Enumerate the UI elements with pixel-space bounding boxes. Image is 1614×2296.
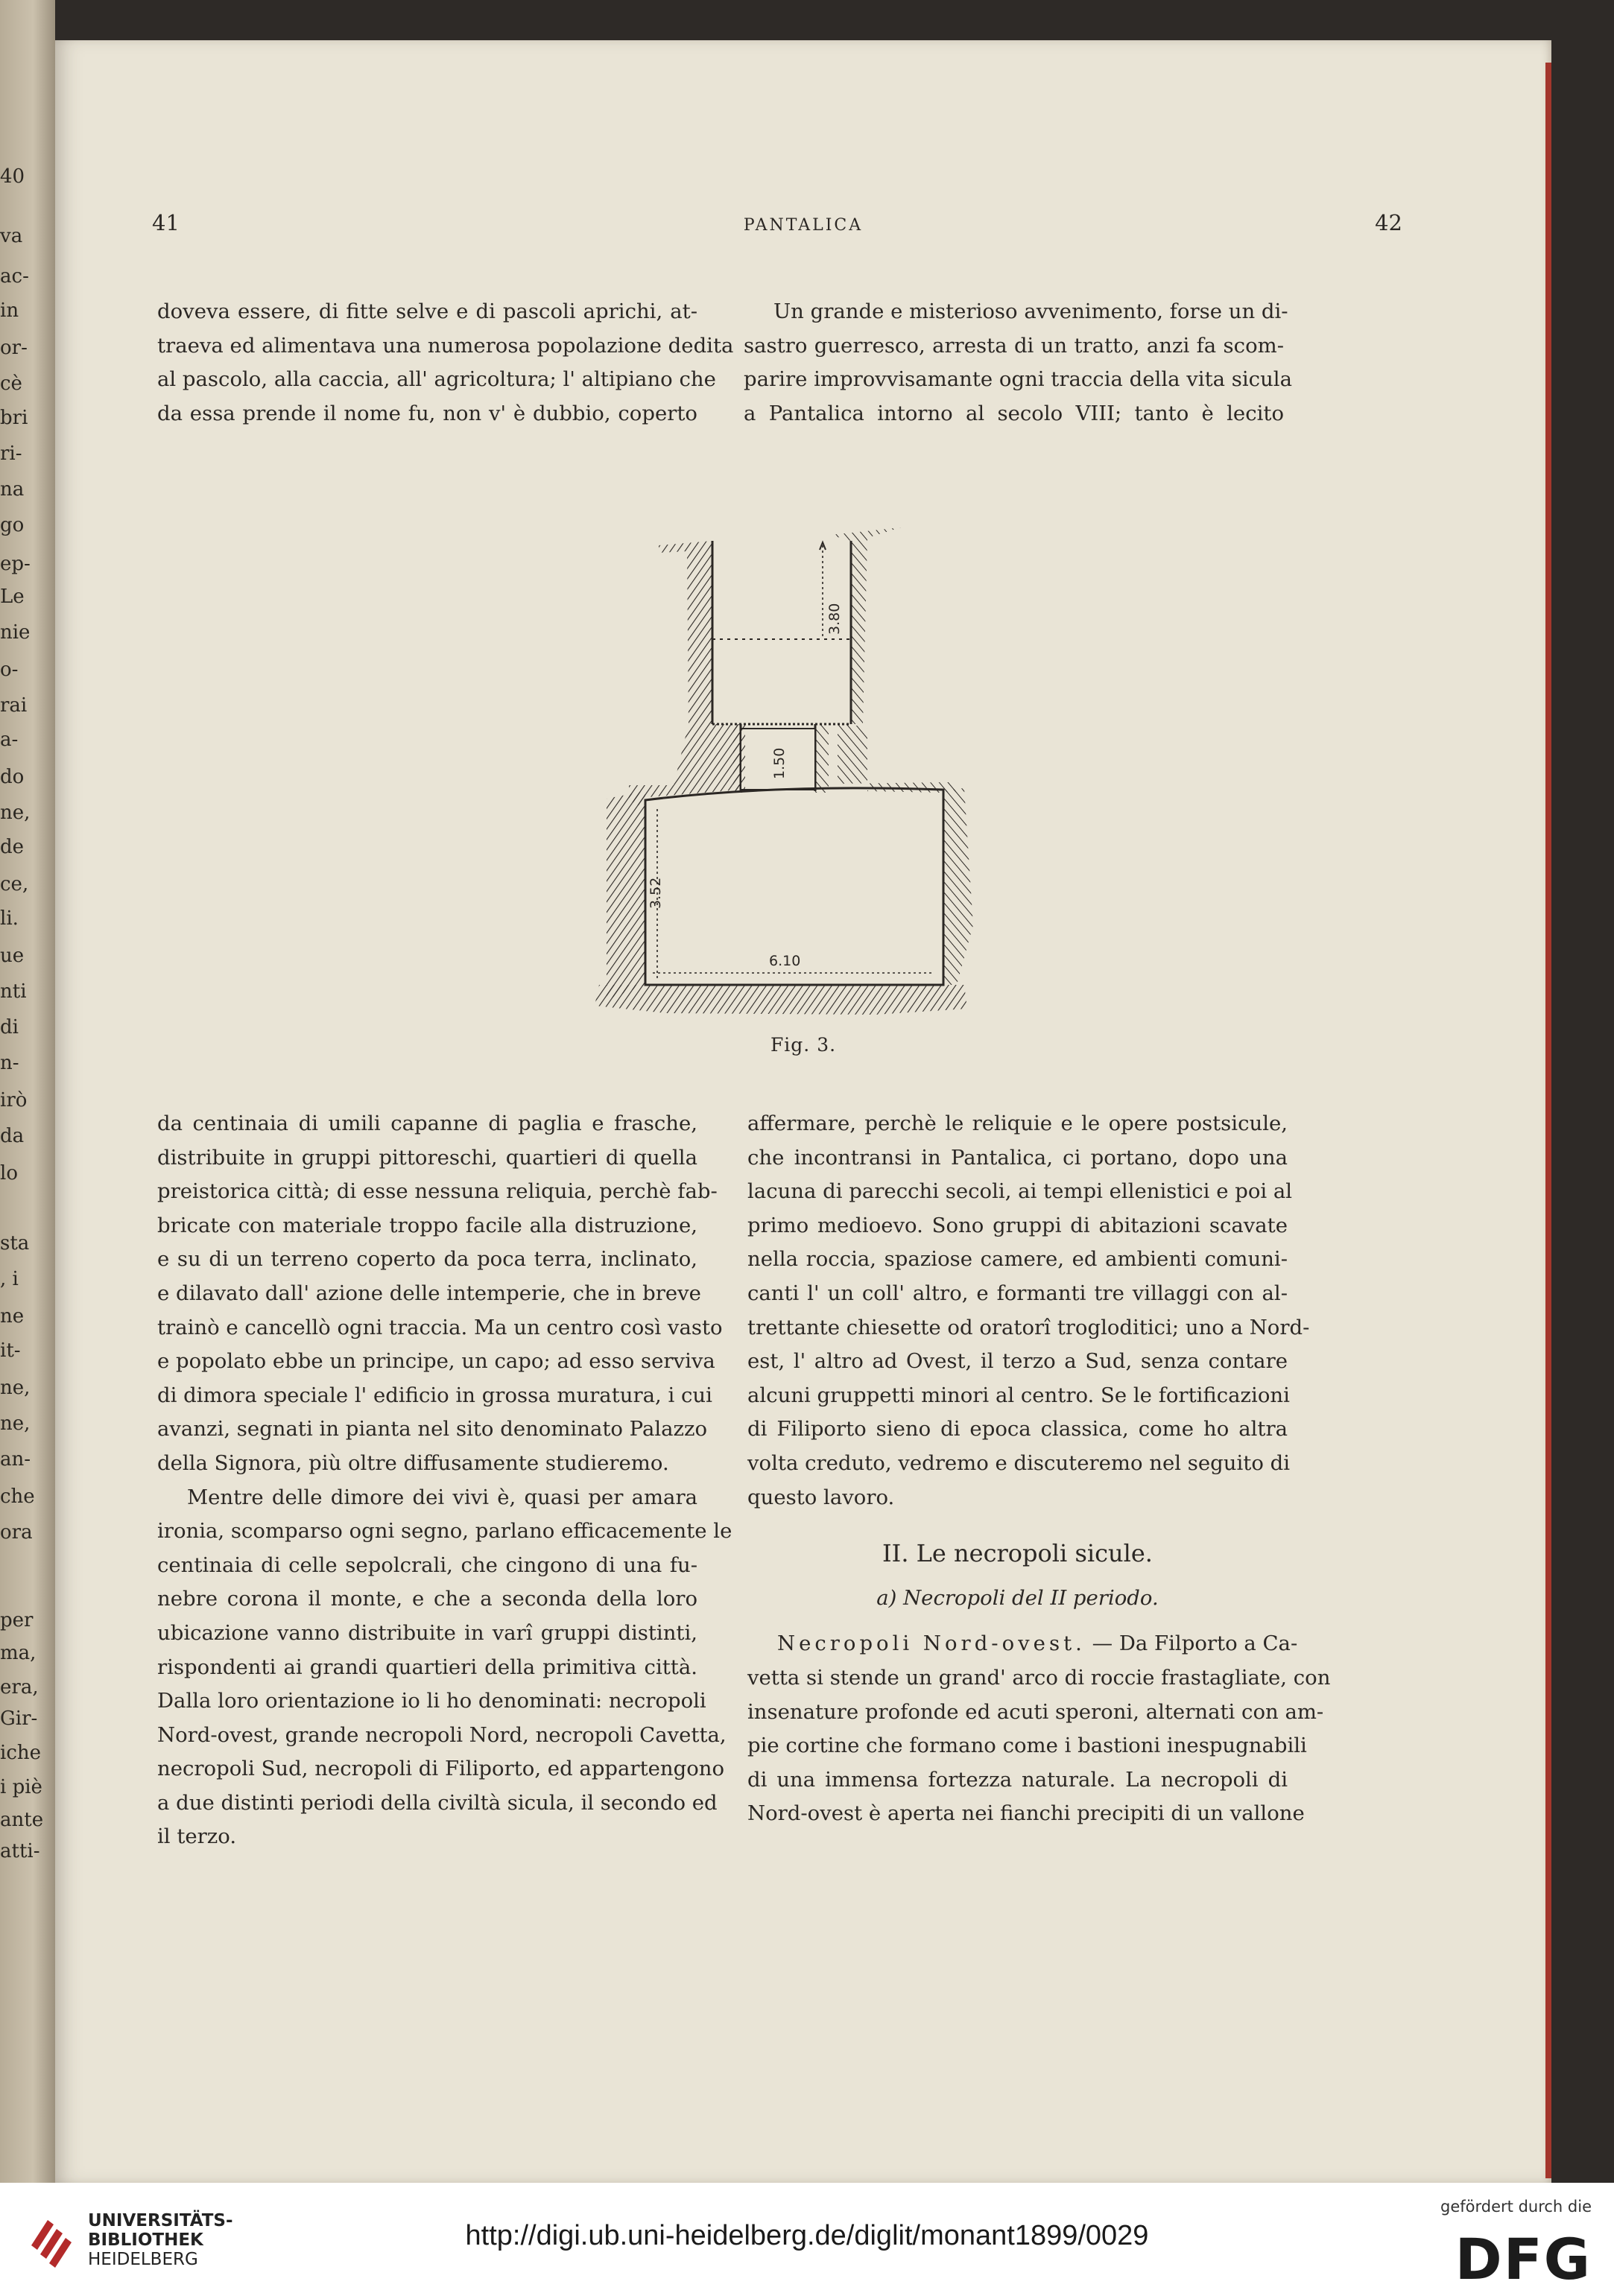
text-line: e su di un terreno coperto da poca terra, inclinato,	[157, 1247, 697, 1272]
dfg-logo-icon: DFG	[1455, 2226, 1592, 2292]
text-line: ubicazione vanno distribuite in varî gruppi distinti,	[157, 1620, 697, 1645]
text-line: rispondenti ai grandi quartieri della primitiva città.	[157, 1655, 697, 1679]
text-line: avanzi, segnati in pianta nel sito denominato Palazzo	[157, 1417, 708, 1442]
text-line: ironia, scomparso ogni segno, parlano efficacemente le	[157, 1519, 732, 1544]
text-line: traeva ed alimentava una numerosa popolazione dedita	[157, 333, 734, 358]
previous-page-text-fragment: i piè	[0, 1776, 42, 1798]
funding-label: gefördert durch die	[1440, 2198, 1592, 2216]
text-line: da essa prende il nome fu, non v' è dubbio, coperto	[157, 401, 697, 425]
bottom-right-column	[747, 1107, 1331, 1831]
text-line: di Filiporto sieno di epoca classica, come ho altra	[747, 1417, 1288, 1442]
previous-page-text-fragment: na	[0, 478, 25, 501]
text-line: centinaia di celle sepolcrali, che cingono di una fu-	[157, 1553, 697, 1577]
text-line: volta creduto, vedremo e discuteremo nel seguito di	[747, 1450, 1291, 1475]
previous-page-text-fragment: lo	[0, 1162, 18, 1185]
previous-page-text-fragment: ep-	[0, 553, 31, 575]
previous-page-text-fragment: do	[0, 766, 25, 788]
label-chamber-width: 6.10	[769, 953, 801, 969]
text-line: necropoli Sud, necropoli di Filiporto, ed appartengono	[157, 1757, 725, 1781]
previous-page-text-fragment: per	[0, 1609, 34, 1631]
library-line-1: UNIVERSITÄTS-	[88, 2211, 233, 2230]
subsection-heading: a) Necropoli del II periodo.	[876, 1585, 1159, 1610]
top-right-column	[744, 295, 1292, 431]
text-line: a due distinti periodi della civiltà sicula, il secondo ed	[157, 1790, 718, 1815]
text-line: che incontransi in Pantalica, ci portano, dopo una	[747, 1145, 1288, 1170]
text-line: lacuna di parecchi secoli, ai tempi ellenistici e poi al	[747, 1179, 1293, 1204]
previous-page-text-fragment: o-	[0, 659, 19, 681]
text-line: Nord-ovest, grande necropoli Nord, necropoli Cavetta,	[157, 1722, 727, 1747]
text-line: della Signora, più oltre diffusamente studieremo.	[157, 1450, 669, 1475]
previous-page-text-fragment: ne	[0, 1305, 25, 1328]
text-line: doveva essere, di fitte selve e di pascoli aprichi, at-	[157, 299, 697, 323]
label-passage: 1.50	[771, 747, 788, 779]
previous-page-text-fragment: ne,	[0, 1412, 31, 1435]
previous-page-text-fragment: rai	[0, 694, 28, 717]
text-line: insenature profonde ed acuti speroni, alternati con am-	[747, 1699, 1324, 1724]
previous-page-text-fragment: ne,	[0, 1377, 31, 1399]
label-chamber-height: 3.52	[648, 877, 664, 909]
scanned-page	[55, 40, 1551, 2183]
text-line: Mentre delle dimore dei vivi è, quasi per amara	[187, 1485, 697, 1509]
previous-page-text-fragment: it-	[0, 1339, 21, 1362]
previous-page-text-fragment: go	[0, 514, 25, 536]
text-line: Nord-ovest è aperta nei fianchi precipiti di un vallone	[747, 1801, 1305, 1826]
previous-page-text-fragment: li.	[0, 907, 19, 930]
previous-page-text-fragment: n-	[0, 1052, 19, 1074]
previous-page-text-fragment: irò	[0, 1089, 28, 1111]
text-line: trettante chiesette od oratorî trogloditici; uno a Nord-	[747, 1315, 1310, 1339]
text-line: Un grande e misterioso avvenimento, forse un di-	[773, 299, 1288, 323]
text-line: nella roccia, spaziose camere, ed ambienti comuni-	[747, 1247, 1288, 1272]
section-heading: II. Le necropoli sicule.	[882, 1539, 1153, 1568]
text-line: primo medioevo. Sono gruppi di abitazioni scavate	[747, 1213, 1288, 1237]
text-line: da centinaia di umili capanne di paglia e frasche,	[157, 1111, 697, 1135]
spacer	[747, 1515, 1288, 1537]
previous-page-text-fragment: 40	[0, 165, 25, 188]
text-line: parire improvvisamante ogni traccia della vita sicula	[744, 367, 1292, 392]
text-line: alcuni gruppetti minori al centro. Se le fortificazioni	[747, 1383, 1290, 1407]
text-line: affermare, perchè le reliquie e le opere postsicule,	[747, 1111, 1288, 1135]
lead-rest: — Da Filporto a Ca-	[1092, 1631, 1298, 1656]
previous-page-text-fragment: iche	[0, 1742, 42, 1764]
text-line: distribuite in gruppi pittoreschi, quartieri di quella	[157, 1145, 697, 1170]
text-line: Dalla loro orientazione io li ho denominati: necropoli	[157, 1689, 706, 1713]
text-line: al pascolo, alla caccia, all' agricoltura; l' altipiano che	[157, 367, 716, 392]
text-line: di una immensa fortezza naturale. La necropoli di	[747, 1767, 1288, 1792]
top-left-column	[157, 295, 734, 431]
previous-page-text-fragment: ne,	[0, 802, 31, 824]
previous-page-text-fragment: cè	[0, 372, 22, 395]
text-line: questo lavoro.	[747, 1485, 895, 1509]
figure-caption: Fig. 3.	[770, 1034, 837, 1056]
text-line: vetta si stende un grand' arco di roccie frastagliate, con	[747, 1665, 1331, 1690]
library-line-3: HEIDELBERG	[88, 2250, 198, 2269]
viewer-footer	[0, 2183, 1614, 2296]
library-line-2: BIBLIOTHEK	[88, 2230, 203, 2250]
previous-page-text-fragment: an-	[0, 1448, 31, 1471]
previous-page-text-fragment: a-	[0, 729, 19, 751]
text-line: nebre corona il monte, e che a seconda della loro	[157, 1587, 697, 1611]
previous-page-text-fragment: ri-	[0, 443, 22, 465]
previous-page-text-fragment: Gir-	[0, 1707, 38, 1730]
previous-page-text-fragment: de	[0, 836, 25, 858]
text-line: bricate con materiale troppo facile alla distruzione,	[157, 1213, 697, 1237]
text-line: di dimora speciale l' edificio in grossa muratura, i cui	[157, 1383, 712, 1407]
previous-page-text-fragment: ac-	[0, 265, 29, 288]
previous-page-text-fragment: da	[0, 1125, 25, 1147]
previous-page-text-fragment: era,	[0, 1676, 39, 1699]
text-line: e dilavato dall' azione delle intemperie, che in breve	[157, 1281, 701, 1305]
previous-page-text-fragment: ma,	[0, 1642, 37, 1664]
label-shaft-depth: 3.80	[826, 603, 843, 635]
previous-page-text-fragment: or-	[0, 337, 28, 359]
previous-page-text-fragment: nie	[0, 621, 31, 644]
bottom-left-column	[157, 1107, 732, 1854]
text-line: sastro guerresco, arresta di un tratto, anzi fa scom-	[744, 333, 1284, 358]
text-line: canti l' un coll' altro, e formanti tre villaggi con al-	[747, 1281, 1288, 1305]
page-edge-red	[1545, 63, 1551, 2178]
previous-page-text-fragment: in	[0, 299, 19, 322]
previous-page-text-fragment: ante	[0, 1809, 44, 1831]
previous-page-text-fragment: sta	[0, 1232, 30, 1255]
tomb-section-figure	[517, 478, 1054, 1030]
previous-page-text-fragment: nti	[0, 980, 27, 1003]
previous-page-edge	[0, 0, 55, 2183]
previous-page-text-fragment: va	[0, 225, 23, 247]
previous-page-text-fragment: ora	[0, 1521, 33, 1544]
left-page-number: 41	[152, 210, 180, 235]
previous-page-text-fragment: di	[0, 1016, 19, 1038]
running-title: PANTALICA	[743, 216, 864, 235]
previous-page-text-fragment: bri	[0, 407, 28, 429]
text-line: pie cortine che formano come i bastioni inespugnabili	[747, 1734, 1307, 1758]
text-line: e popolato ebbe un principe, un capo; ad esso serviva	[157, 1349, 715, 1374]
right-page-number: 42	[1375, 210, 1402, 235]
previous-page-text-fragment: ce,	[0, 873, 29, 895]
text-line: trainò e cancellò ogni traccia. Ma un centro così vasto	[157, 1315, 723, 1339]
text-line: il terzo.	[157, 1824, 237, 1849]
text-line	[747, 1627, 1298, 1661]
previous-page-text-fragment: che	[0, 1485, 35, 1508]
text-line: preistorica città; di esse nessuna reliquia, perchè fab-	[157, 1179, 718, 1204]
text-line: est, l' altro ad Ovest, il terzo a Sud, senza contare	[747, 1349, 1288, 1374]
permalink-url[interactable]: http://digi.ub.uni-heidelberg.de/diglit/monant1899/0029	[465, 2220, 1149, 2251]
previous-page-text-fragment: Le	[0, 586, 25, 608]
lead-in: Necropoli Nord-ovest.	[777, 1631, 1086, 1656]
previous-page-text-fragment: , i	[0, 1268, 19, 1290]
previous-page-text-fragment: ue	[0, 945, 25, 967]
text-line: a Pantalica intorno al secolo VIII; tanto è lecito	[744, 401, 1284, 425]
previous-page-text-fragment: atti-	[0, 1840, 40, 1862]
